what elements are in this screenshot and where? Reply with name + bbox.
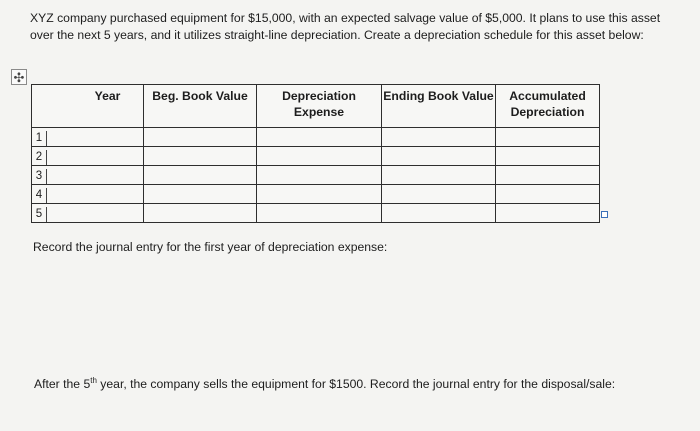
ending-book-value-cell[interactable] (382, 185, 496, 204)
disposal-suffix: year, the company sells the equipment for $1500. Record the journal entry for the disposal/sale: (96, 377, 616, 392)
beg-book-value-cell[interactable] (144, 204, 257, 223)
beg-book-value-cell[interactable] (144, 128, 257, 147)
depreciation-schedule-table (31, 84, 600, 223)
table-row (32, 185, 600, 204)
row-number: 3 (32, 169, 47, 184)
row-number: 5 (32, 207, 47, 222)
disposal-prompt (34, 376, 615, 391)
disposal-prefix: After the 5 (34, 377, 91, 392)
table-header-row (32, 85, 600, 128)
accumulated-depreciation-cell[interactable] (496, 128, 600, 147)
header-depreciation-expense: Depreciation Expense (257, 85, 382, 128)
table-resize-handle-icon[interactable] (601, 211, 608, 218)
accumulated-depreciation-cell[interactable] (496, 204, 600, 223)
table-move-handle-icon[interactable]: ✣ (11, 69, 27, 85)
beg-book-value-cell[interactable] (144, 185, 257, 204)
beg-book-value-cell[interactable] (144, 166, 257, 185)
table-row (32, 204, 600, 223)
header-beg-book-value: Beg. Book Value (144, 85, 257, 128)
ending-book-value-cell[interactable] (382, 204, 496, 223)
row-number: 1 (32, 131, 47, 146)
depreciation-expense-cell[interactable] (257, 166, 382, 185)
problem-intro: XYZ company purchased equipment for $15,000, with an expected salvage value of $5,000. It plans to use this asset over the next 5 years, and it utilizes straight-line depreciation. Create a depreciation schedule for this asset below: (30, 11, 661, 42)
ending-book-value-cell[interactable] (382, 128, 496, 147)
table-row (32, 147, 600, 166)
depreciation-expense-cell[interactable] (257, 204, 382, 223)
ending-book-value-cell[interactable] (382, 147, 496, 166)
accumulated-depreciation-cell[interactable] (496, 185, 600, 204)
journal-entry-prompt: Record the journal entry for the first year of depreciation expense: (33, 240, 388, 254)
row-number: 2 (32, 150, 47, 165)
year-cell[interactable] (32, 185, 144, 204)
header-accumulated-depreciation: Accumulated Depreciation (496, 85, 600, 128)
depreciation-expense-cell[interactable] (257, 128, 382, 147)
accumulated-depreciation-cell[interactable] (496, 166, 600, 185)
beg-book-value-cell[interactable] (144, 147, 257, 166)
year-cell[interactable] (32, 166, 144, 185)
disposal-superscript: th (90, 376, 97, 385)
year-cell[interactable] (32, 128, 144, 147)
row-number: 4 (32, 188, 47, 203)
depreciation-expense-cell[interactable] (257, 147, 382, 166)
depreciation-expense-cell[interactable] (257, 185, 382, 204)
header-ending-book-value: Ending Book Value (382, 85, 496, 128)
header-year: Year (32, 85, 144, 128)
table-row (32, 166, 600, 185)
accumulated-depreciation-cell[interactable] (496, 147, 600, 166)
ending-book-value-cell[interactable] (382, 166, 496, 185)
table-row (32, 128, 600, 147)
year-cell[interactable] (32, 204, 144, 223)
year-cell[interactable] (32, 147, 144, 166)
